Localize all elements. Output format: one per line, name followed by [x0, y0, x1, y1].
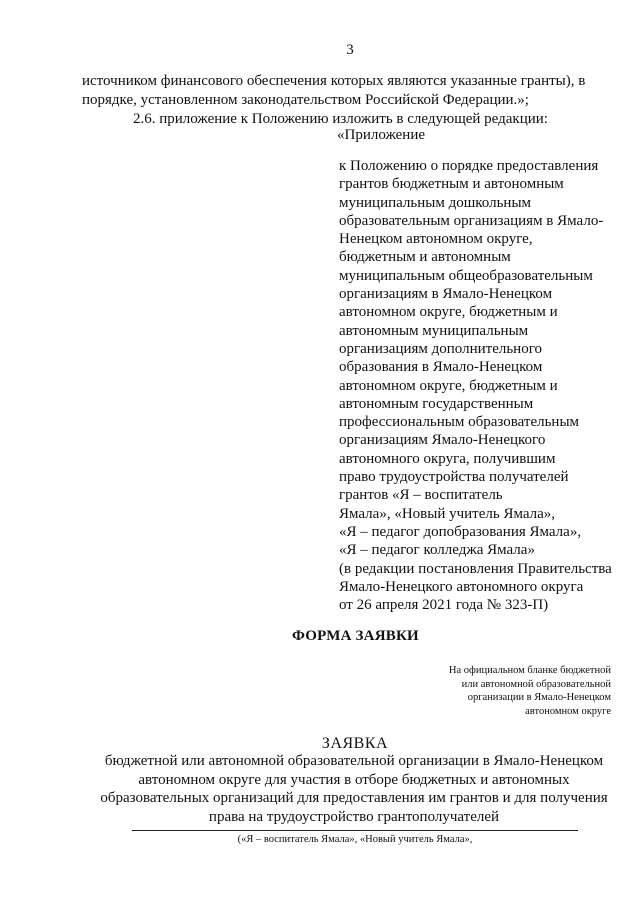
appendix-line: к Положению о порядке предоставления [339, 158, 599, 174]
appendix-line: муниципальным дошкольным [339, 194, 532, 211]
appendix-line: организациям Ямало-Ненецкого [339, 432, 546, 449]
appendix-line: Ненецком автономном округе, [339, 231, 533, 248]
appendix-line: муниципальным общеобразовательным [339, 267, 593, 284]
form-title: ФОРМА ЗАЯВКИ [292, 628, 419, 644]
blank-note-line: или автономной образовательной [461, 678, 611, 690]
appendix-line: организациям в Ямало-Ненецком [339, 286, 553, 303]
appendix-line: от 26 апреля 2021 года № 323-П) [339, 597, 549, 614]
appendix-line: Ямала», «Новый учитель Ямала», [339, 505, 556, 522]
appendix-line: автономном округе, бюджетным и [339, 377, 558, 394]
appendix-line: организациям дополнительного [339, 340, 542, 357]
description-line: бюджетной или автономной образовательной организации в Ямало-Ненецком [104, 753, 604, 769]
appendix-line: право трудоустройства получателей [339, 469, 569, 486]
blank-note-line: автономном округе [525, 705, 611, 717]
blank-note-line: На официальном бланке бюджетной [448, 665, 611, 676]
application-title: ЗАЯВКА [321, 735, 389, 752]
appendix-line: бюджетным и автономным [339, 249, 511, 266]
appendix-line: образования в Ямало-Ненецком [339, 359, 543, 376]
appendix-line: автономным государственным [339, 395, 534, 412]
page-number: 3 [346, 42, 354, 58]
application-description [80, 752, 628, 826]
appendix-line: (в редакции постановления Правительства [339, 560, 612, 577]
appendix-line: грантов «Я – воспитатель [339, 487, 503, 504]
description-line: автономном округе для участия в отборе бюджетных и автономных [138, 771, 570, 788]
appendix-line: грантов бюджетным и автономным [339, 176, 564, 193]
official-blank-note [449, 664, 611, 718]
paragraph-line-3: 2.6. приложение к Положению изложить в следующей редакции: [133, 111, 548, 127]
appendix-line: Ямало-Ненецкого автономного округа [339, 578, 584, 595]
description-line: образовательных организаций для предоставления им грантов и для получения [100, 790, 608, 806]
appendix-line: автономным муниципальным [339, 322, 529, 339]
appendix-line: «Я – педагог колледжа Ямала» [339, 542, 535, 559]
fill-in-line [132, 830, 578, 831]
appendix-line: профессиональным образовательным [339, 414, 580, 431]
appendix-text-block [339, 157, 612, 614]
paragraph-line-1: источником финансового обеспечения которых являются указанные гранты), в [82, 73, 586, 89]
description-line: права на трудоустройство грантополучателей [208, 808, 500, 825]
appendix-heading: «Приложение [337, 127, 426, 143]
paragraph-line-2: порядке, установленном законодательством Российской Федерации.»; [82, 92, 529, 108]
fill-in-caption: («Я – воспитатель Ямала», «Новый учитель Ямала», [237, 834, 473, 845]
appendix-line: автономном округе, бюджетным и [339, 304, 558, 321]
appendix-line: автономного округа, получившим [339, 450, 556, 467]
appendix-line: образовательным организациям в Ямало- [339, 212, 604, 229]
appendix-line: «Я – педагог допобразования Ямала», [339, 523, 582, 540]
blank-note-line: организации в Ямало-Ненецком [467, 692, 611, 703]
